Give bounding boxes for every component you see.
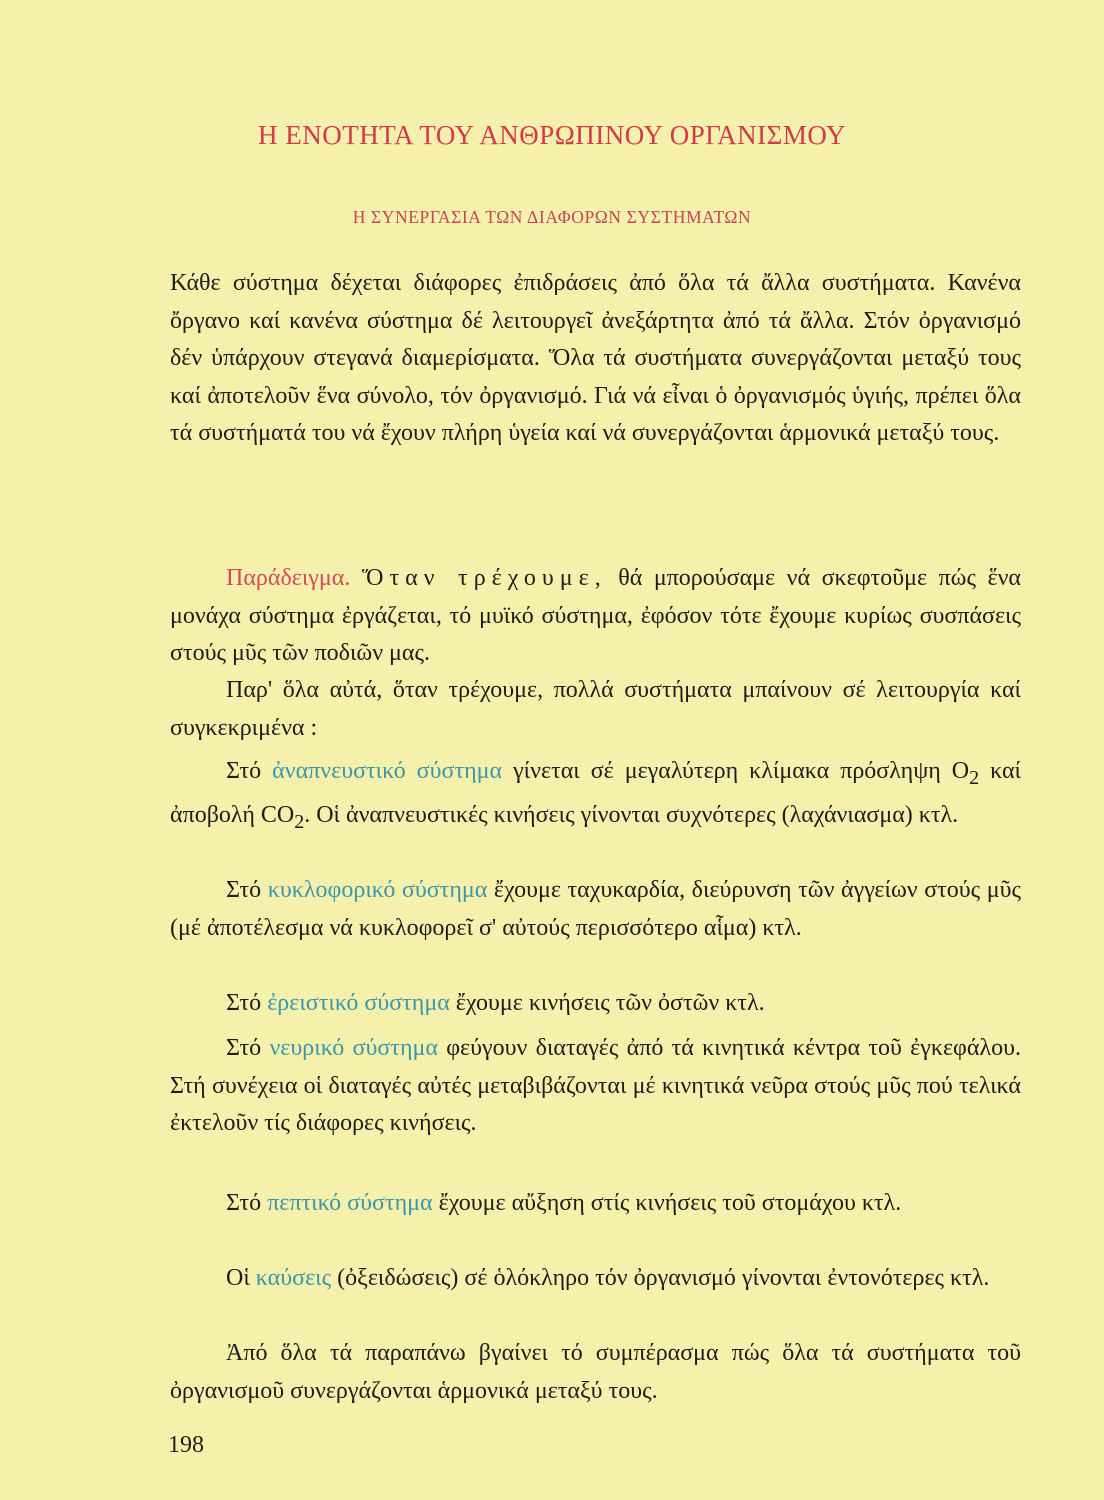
example-spaced-text: Ὅταν τρέχουμε, (361, 565, 607, 591)
system-text: ἔχουμε ταχυκαρδία, διεύρυνση τῶν ἀγγείων στούς μῦς (μέ ἀποτέλεσμα νά κυκλοφορεῖ σ' αὐτούς περισσότερο αἷμα) κτλ. (170, 877, 1022, 941)
system-text: ἔχουμε κινήσεις τῶν ὀστῶν κτλ. (449, 990, 765, 1016)
system-text: . Οἱ ἀναπνευστικές κινήσεις γίνονται συχνότερες (λαχάνιασμα) κτλ. (304, 802, 959, 829)
subscript: 2 (294, 811, 305, 834)
conclusion-paragraph: Ἀπό ὅλα τά παραπάνω βγαίνει τό συμπέρασμα πώς ὅλα τά συστήματα τοῦ ὀργανισμοῦ συνεργάζονται ἁρμονικά μεταξύ τους. (170, 1340, 1021, 1404)
system-prefix: Στό (226, 758, 273, 784)
system-text: (ὀξειδώσεις) σέ ὁλόκληρο τόν ὀργανισμό γίνονται ἐντονότερες κτλ. (331, 1265, 990, 1291)
system-term: κυκλοφορικό σύστημα (267, 877, 488, 903)
system-term: νευρικό σύστημα (269, 1035, 438, 1061)
system-item-respiratory (170, 753, 1021, 842)
example-paragraph (170, 560, 1021, 673)
system-item-circulatory (170, 872, 1021, 947)
system-term: ἐρειστικό σύστημα (267, 990, 450, 1016)
example-label: Παράδειγμα. (226, 565, 351, 591)
system-term: καύσεις (255, 1265, 332, 1291)
system-prefix: Οἱ (226, 1265, 256, 1291)
system-item-digestive (170, 1185, 1021, 1223)
intro-paragraph: Κάθε σύστημα δέχεται διάφορες ἐπιδράσεις ἀπό ὅλα τά ἄλλα συστήματα. Κανένα ὄργανο καί κανένα σύστημα δέ λειτουργεῖ ἀνεξάρτητα ἀπό τά ἄλλα. Στόν ὀργανισμό δέν ὑπάρχουν στεγανά διαμερίσματα. Ὅλα τά συστήματα συνεργάζονται μεταξύ τους καί ἀποτελοῦν ἕνα σύνολο, τόν ὀργανισμό. Γιά νά εἶναι ὁ ὀργανισμός ὑγιής, πρέπει ὅλα τά συστήματά του νά ἔχουν πλήρη ὑγεία καί νά συνεργάζονται ἁρμονικά μεταξύ τους. (170, 270, 1021, 446)
system-text: καί ἀποβολή CO (170, 758, 1022, 829)
system-term: πεπτικό σύστημα (267, 1190, 433, 1216)
paragraph-2: Παρ' ὅλα αὐτά, ὅταν τρέχουμε, πολλά συστήματα μπαίνουν σέ λειτουργία καί συγκεκριμένα : (170, 677, 1021, 741)
system-prefix: Στό (226, 990, 268, 1016)
subscript: 2 (969, 766, 980, 789)
section-subtitle: Η ΣΥΝΕΡΓΑΣΙΑ ΤΩΝ ΔΙΑΦΟΡΩΝ ΣΥΣΤΗΜΑΤΩΝ (352, 207, 752, 227)
system-term: ἀναπνευστικό σύστημα (272, 758, 503, 784)
system-text: φεύγουν διαταγές ἀπό τά κινητικά κέντρα τοῦ ἐγκεφάλου. Στή συνέχεια οἱ διαταγές αὐτές μεταβιβάζονται μέ κινητικά νεῦρα στούς μῦς πού τελικά ἐκτελοῦν τίς διάφορες κινήσεις. (170, 1035, 1021, 1136)
system-text: ἔχουμε αὔξηση στίς κινήσεις τοῦ στομάχου κτλ. (432, 1190, 902, 1216)
system-prefix: Στό (226, 877, 268, 903)
system-prefix: Στό (226, 1190, 268, 1216)
page-number: 198 (168, 1432, 204, 1458)
system-item-combustion (170, 1260, 1021, 1298)
system-text: γίνεται σέ μεγαλύτερη κλίμακα πρόσληψη O (502, 758, 970, 784)
system-item-skeletal (170, 985, 1021, 1023)
system-item-nervous (170, 1030, 1021, 1143)
example-text: θά μπορούσαμε νά σκεφτοῦμε πώς ἕνα μονάχα σύστημα ἐργάζεται, τό μυϊκό σύστημα, ἐφόσον τότε ἔχουμε κυρίως συσπάσεις στούς μῦς τῶν ποδιῶν μας. (170, 565, 1021, 666)
system-prefix: Στό (226, 1035, 270, 1061)
page-title: Η ΕΝΟΤΗΤΑ ΤΟΥ ΑΝΘΡΩΠΙΝΟΥ ΟΡΓΑΝΙΣΜΟΥ (257, 120, 847, 150)
